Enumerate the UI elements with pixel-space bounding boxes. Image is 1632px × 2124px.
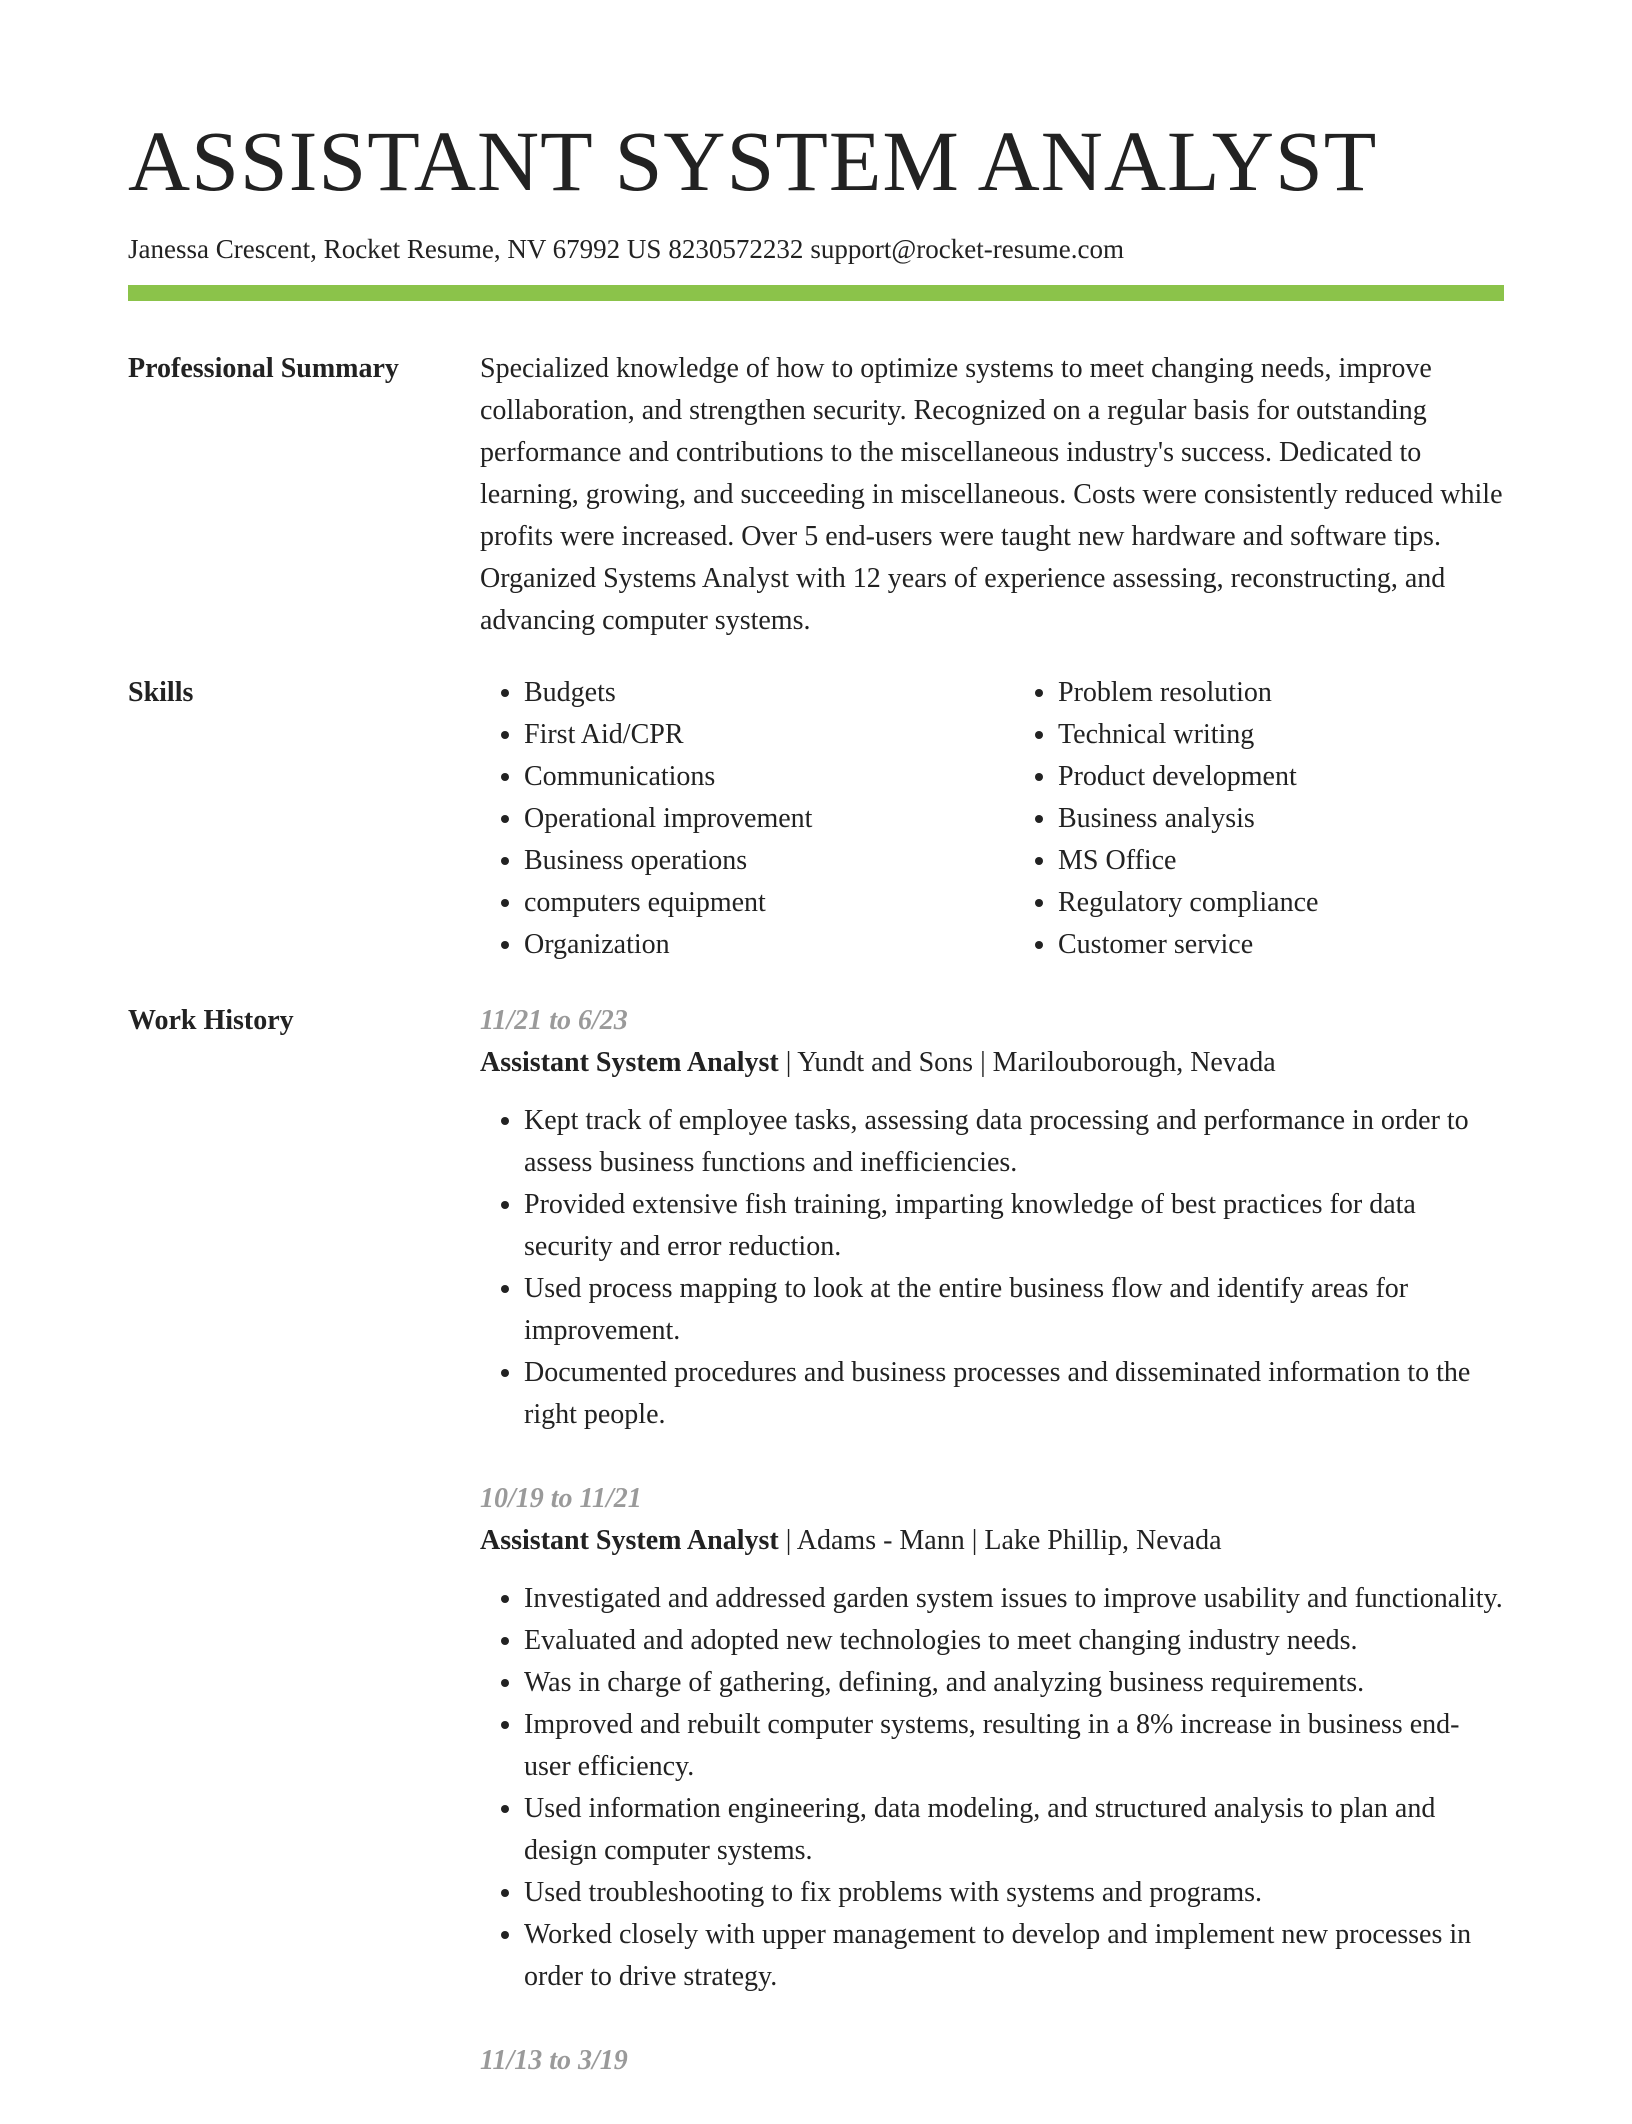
skill-item: • computers equipment [524,882,970,924]
job-bullet: • Used information engineering, data modeling, and structured analysis to plan and design computer systems. [524,1788,1504,1872]
contact-address: Janessa Crescent, Rocket Resume, NV 67992 US [128,234,662,264]
job-dates: 11/21 to 6/23 [480,1005,628,1036]
job-bullet: • Was in charge of gathering, defining, and analyzing business requirements. [524,1662,1504,1704]
job-bullet: • Kept track of employee tasks, assessing data processing and performance in order to assess business functions and inefficiencies. [524,1100,1504,1184]
skill-item: • Customer service [1058,924,1504,966]
skill-item: • Business operations [524,840,970,882]
skill-item: • Business analysis [1058,798,1504,840]
skill-item: • Problem resolution [1058,672,1504,714]
skill-item: • MS Office [1058,840,1504,882]
skill-item: • Technical writing [1058,714,1504,756]
job-bullet: • Documented procedures and business processes and disseminated information to the right people. [524,1352,1504,1436]
job-role: Assistant System Analyst [480,1525,779,1556]
resume-title: ASSISTANT SYSTEM ANALYST [128,113,1378,209]
job-bullet: • Worked closely with upper management to develop and implement new processes in order to drive strategy. [524,1914,1504,1998]
summary-body [480,348,1504,642]
contact-line [128,232,1124,266]
summary-text: Specialized knowledge of how to optimize systems to meet changing needs, improve collaboration, and strengthen security. Recognized on a regular basis for outstanding performance and contributions to the miscellaneous industry's success. Dedicated to learning, growing, and succeeding in miscellaneous. Costs were consistently reduced while profits were increased. Over 5 end-users were taught new hardware and software tips. Organized Systems Analyst with 12 years of experience assessing, reconstructing, and advancing computer systems. [480,353,1503,636]
job-role: Assistant System Analyst [480,1047,779,1078]
job-bullet: • Used process mapping to look at the entire business flow and identify areas for improvement. [524,1268,1504,1352]
job-entry [480,1478,1504,1998]
skill-item: • Operational improvement [524,798,970,840]
skills-list-left [480,672,970,966]
job-bullet: • Used troubleshooting to fix problems with systems and programs. [524,1872,1504,1914]
job-company-location: | Yundt and Sons | Marilouborough, Nevada [778,1047,1276,1078]
job-title-line [480,1520,1504,1562]
skills-list-right [1014,672,1504,966]
skill-item: • Budgets [524,672,970,714]
skills-heading: Skills [128,677,194,708]
job-dates: 10/19 to 11/21 [480,1483,642,1514]
contact-phone: 8230572232 [668,234,804,264]
summary-heading: Professional Summary [128,353,399,384]
job-bullet-list [480,1578,1504,1998]
skills-body [480,672,1504,966]
job-dates: 11/13 to 3/19 [480,2045,628,2076]
contact-email: support@rocket-resume.com [810,234,1124,264]
job-entry [480,2040,1504,2082]
job-bullet: • Improved and rebuilt computer systems, resulting in a 8% increase in business end-user efficiency. [524,1704,1504,1788]
header-divider [128,285,1504,301]
work-history-body [480,1000,1504,2124]
work-history-heading: Work History [128,1005,294,1036]
skill-item: • First Aid/CPR [524,714,970,756]
skill-item: • Product development [1058,756,1504,798]
skill-item: • Communications [524,756,970,798]
job-title-line [480,1042,1504,1084]
skill-item: • Regulatory compliance [1058,882,1504,924]
job-bullet: • Evaluated and adopted new technologies to meet changing industry needs. [524,1620,1504,1662]
job-bullet: • Investigated and addressed garden system issues to improve usability and functionality. [524,1578,1504,1620]
job-entry [480,1000,1504,1436]
job-bullet-list [480,1100,1504,1436]
job-bullet: • Provided extensive fish training, imparting knowledge of best practices for data security and error reduction. [524,1184,1504,1268]
skill-item: • Organization [524,924,970,966]
job-company-location: | Adams - Mann | Lake Phillip, Nevada [778,1525,1222,1556]
